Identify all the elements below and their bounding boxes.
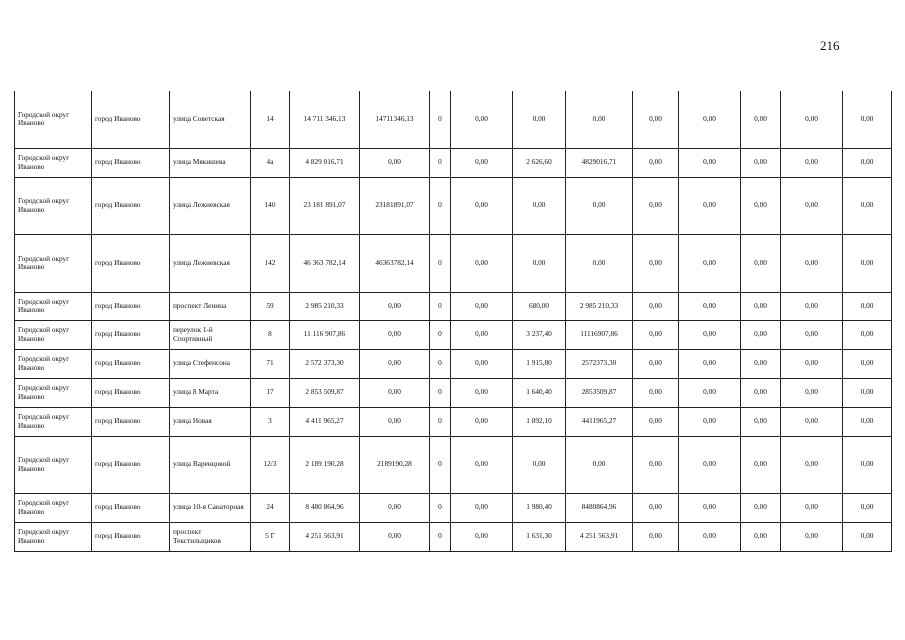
amount-col14-cell: 0,00: [781, 349, 843, 378]
amount-col14-cell: 0,00: [781, 320, 843, 349]
cost-col6-cell: 0,00: [360, 378, 430, 407]
cost-col6-cell: 2189190,28: [360, 436, 430, 493]
street-cell: улица Стефенсона: [170, 349, 251, 378]
amount-col10-cell: 4829016,71: [566, 148, 633, 177]
housing-register-table: [14, 91, 892, 552]
amount-col13-cell: 0,00: [741, 91, 781, 148]
house-number-cell: 17: [251, 378, 290, 407]
settlement-cell: город Иваново: [92, 320, 170, 349]
amount-col10-cell: 4411965,27: [566, 407, 633, 436]
amount-col14-cell: 0,00: [781, 292, 843, 320]
total-cost-cell: 11 116 907,86: [290, 320, 360, 349]
amount-col14-cell: 0,00: [781, 234, 843, 292]
total-cost-cell: 2 189 190,28: [290, 436, 360, 493]
house-number-cell: 24: [251, 493, 290, 522]
house-number-cell: 14: [251, 91, 290, 148]
amount-col14-cell: 0,00: [781, 407, 843, 436]
amount-col8-cell: 0,00: [451, 91, 513, 148]
amount-col8-cell: 0,00: [451, 522, 513, 551]
municipality-cell: Городской округ Иваново: [15, 349, 92, 378]
count-col7-cell: 0: [430, 320, 451, 349]
amount-col10-cell: 0,00: [566, 436, 633, 493]
municipality-cell: Городской округ Иваново: [15, 292, 92, 320]
amount-col8-cell: 0,00: [451, 148, 513, 177]
amount-col10-cell: 0,00: [566, 91, 633, 148]
table-row: [15, 349, 892, 378]
amount-col13-cell: 0,00: [741, 292, 781, 320]
municipality-cell: Городской округ Иваново: [15, 407, 92, 436]
house-number-cell: 8: [251, 320, 290, 349]
count-col7-cell: 0: [430, 407, 451, 436]
amount-col10-cell: 4 251 563,91: [566, 522, 633, 551]
amount-col13-cell: 0,00: [741, 234, 781, 292]
total-cost-cell: 4 829 016,71: [290, 148, 360, 177]
amount-col15-cell: 0,00: [843, 177, 892, 234]
total-cost-cell: 4 251 563,91: [290, 522, 360, 551]
table-row: [15, 320, 892, 349]
municipality-cell: Городской округ Иваново: [15, 177, 92, 234]
table-row: [15, 407, 892, 436]
area-col9-cell: 3 237,40: [513, 320, 566, 349]
house-number-cell: 59: [251, 292, 290, 320]
amount-col14-cell: 0,00: [781, 148, 843, 177]
total-cost-cell: 2 853 509,87: [290, 378, 360, 407]
amount-col10-cell: 8480864,96: [566, 493, 633, 522]
amount-col12-cell: 0,00: [679, 91, 741, 148]
house-number-cell: 71: [251, 349, 290, 378]
municipality-cell: Городской округ Иваново: [15, 148, 92, 177]
amount-col8-cell: 0,00: [451, 493, 513, 522]
settlement-cell: город Иваново: [92, 436, 170, 493]
amount-col12-cell: 0,00: [679, 234, 741, 292]
amount-col13-cell: 0,00: [741, 148, 781, 177]
amount-col12-cell: 0,00: [679, 292, 741, 320]
amount-col8-cell: 0,00: [451, 292, 513, 320]
amount-col13-cell: 0,00: [741, 320, 781, 349]
street-cell: проспект Ленина: [170, 292, 251, 320]
amount-col11-cell: 0,00: [633, 148, 679, 177]
settlement-cell: город Иваново: [92, 493, 170, 522]
street-cell: проспект Текстильщиков: [170, 522, 251, 551]
house-number-cell: 142: [251, 234, 290, 292]
amount-col8-cell: 0,00: [451, 320, 513, 349]
amount-col14-cell: 0,00: [781, 91, 843, 148]
amount-col15-cell: 0,00: [843, 436, 892, 493]
area-col9-cell: 0,00: [513, 177, 566, 234]
count-col7-cell: 0: [430, 522, 451, 551]
amount-col10-cell: 0,00: [566, 234, 633, 292]
cost-col6-cell: 0,00: [360, 292, 430, 320]
count-col7-cell: 0: [430, 177, 451, 234]
house-number-cell: 3: [251, 407, 290, 436]
house-number-cell: 5 Г: [251, 522, 290, 551]
cost-col6-cell: 0,00: [360, 493, 430, 522]
total-cost-cell: 14 711 346,13: [290, 91, 360, 148]
amount-col11-cell: 0,00: [633, 522, 679, 551]
amount-col12-cell: 0,00: [679, 148, 741, 177]
count-col7-cell: 0: [430, 493, 451, 522]
settlement-cell: город Иваново: [92, 91, 170, 148]
amount-col11-cell: 0,00: [633, 436, 679, 493]
area-col9-cell: 680,00: [513, 292, 566, 320]
amount-col8-cell: 0,00: [451, 407, 513, 436]
area-col9-cell: 0,00: [513, 436, 566, 493]
amount-col10-cell: 11116907,86: [566, 320, 633, 349]
settlement-cell: город Иваново: [92, 522, 170, 551]
municipality-cell: Городской округ Иваново: [15, 320, 92, 349]
settlement-cell: город Иваново: [92, 378, 170, 407]
area-col9-cell: 1 980,40: [513, 493, 566, 522]
amount-col12-cell: 0,00: [679, 436, 741, 493]
amount-col12-cell: 0,00: [679, 378, 741, 407]
area-col9-cell: 1 640,40: [513, 378, 566, 407]
amount-col13-cell: 0,00: [741, 522, 781, 551]
amount-col14-cell: 0,00: [781, 522, 843, 551]
count-col7-cell: 0: [430, 378, 451, 407]
cost-col6-cell: 0,00: [360, 349, 430, 378]
settlement-cell: город Иваново: [92, 292, 170, 320]
amount-col11-cell: 0,00: [633, 234, 679, 292]
total-cost-cell: 2 985 210,33: [290, 292, 360, 320]
page-number: 216: [820, 38, 840, 53]
amount-col11-cell: 0,00: [633, 292, 679, 320]
count-col7-cell: 0: [430, 349, 451, 378]
count-col7-cell: 0: [430, 148, 451, 177]
table-row: [15, 292, 892, 320]
table-row: [15, 234, 892, 292]
amount-col12-cell: 0,00: [679, 522, 741, 551]
cost-col6-cell: 0,00: [360, 522, 430, 551]
count-col7-cell: 0: [430, 234, 451, 292]
amount-col12-cell: 0,00: [679, 407, 741, 436]
amount-col12-cell: 0,00: [679, 493, 741, 522]
amount-col13-cell: 0,00: [741, 349, 781, 378]
total-cost-cell: 4 411 965,27: [290, 407, 360, 436]
amount-col15-cell: 0,00: [843, 292, 892, 320]
municipality-cell: Городской округ Иваново: [15, 493, 92, 522]
municipality-cell: Городской округ Иваново: [15, 234, 92, 292]
amount-col11-cell: 0,00: [633, 493, 679, 522]
street-cell: улица 8 Марта: [170, 378, 251, 407]
amount-col10-cell: 2572373,30: [566, 349, 633, 378]
cost-col6-cell: 0,00: [360, 148, 430, 177]
cost-col6-cell: 23181891,07: [360, 177, 430, 234]
amount-col11-cell: 0,00: [633, 407, 679, 436]
settlement-cell: город Иваново: [92, 148, 170, 177]
amount-col14-cell: 0,00: [781, 378, 843, 407]
amount-col10-cell: 0,00: [566, 177, 633, 234]
street-cell: переулок 1-й Спортивный: [170, 320, 251, 349]
total-cost-cell: 8 480 864,96: [290, 493, 360, 522]
total-cost-cell: 46 363 782,14: [290, 234, 360, 292]
house-number-cell: 4а: [251, 148, 290, 177]
amount-col14-cell: 0,00: [781, 493, 843, 522]
amount-col15-cell: 0,00: [843, 91, 892, 148]
table-row: [15, 436, 892, 493]
count-col7-cell: 0: [430, 91, 451, 148]
amount-col10-cell: 2 985 210,33: [566, 292, 633, 320]
amount-col15-cell: 0,00: [843, 378, 892, 407]
cost-col6-cell: 46363782,14: [360, 234, 430, 292]
amount-col15-cell: 0,00: [843, 493, 892, 522]
table-row: [15, 378, 892, 407]
amount-col8-cell: 0,00: [451, 436, 513, 493]
amount-col8-cell: 0,00: [451, 234, 513, 292]
amount-col8-cell: 0,00: [451, 349, 513, 378]
street-cell: улица Новая: [170, 407, 251, 436]
street-cell: улица Лежневская: [170, 177, 251, 234]
count-col7-cell: 0: [430, 292, 451, 320]
amount-col15-cell: 0,00: [843, 234, 892, 292]
amount-col13-cell: 0,00: [741, 407, 781, 436]
cost-col6-cell: 0,00: [360, 407, 430, 436]
street-cell: улица Мякишева: [170, 148, 251, 177]
amount-col12-cell: 0,00: [679, 177, 741, 234]
amount-col14-cell: 0,00: [781, 436, 843, 493]
amount-col11-cell: 0,00: [633, 378, 679, 407]
amount-col13-cell: 0,00: [741, 177, 781, 234]
area-col9-cell: 1 915,80: [513, 349, 566, 378]
street-cell: улица Лежневская: [170, 234, 251, 292]
settlement-cell: город Иваново: [92, 234, 170, 292]
street-cell: улица Варенцовой: [170, 436, 251, 493]
amount-col13-cell: 0,00: [741, 436, 781, 493]
area-col9-cell: 0,00: [513, 234, 566, 292]
amount-col15-cell: 0,00: [843, 349, 892, 378]
area-col9-cell: 0,00: [513, 91, 566, 148]
settlement-cell: город Иваново: [92, 177, 170, 234]
amount-col11-cell: 0,00: [633, 91, 679, 148]
municipality-cell: Городской округ Иваново: [15, 436, 92, 493]
street-cell: улица 10-я Санаторная: [170, 493, 251, 522]
total-cost-cell: 2 572 373,30: [290, 349, 360, 378]
amount-col13-cell: 0,00: [741, 378, 781, 407]
table-row: [15, 148, 892, 177]
cost-col6-cell: 14711346,13: [360, 91, 430, 148]
amount-col15-cell: 0,00: [843, 407, 892, 436]
amount-col11-cell: 0,00: [633, 349, 679, 378]
amount-col11-cell: 0,00: [633, 177, 679, 234]
amount-col15-cell: 0,00: [843, 320, 892, 349]
amount-col8-cell: 0,00: [451, 378, 513, 407]
amount-col12-cell: 0,00: [679, 320, 741, 349]
table-body: [15, 91, 892, 551]
amount-col12-cell: 0,00: [679, 349, 741, 378]
area-col9-cell: 2 626,60: [513, 148, 566, 177]
house-number-cell: 12/3: [251, 436, 290, 493]
municipality-cell: Городской округ Иваново: [15, 378, 92, 407]
cost-col6-cell: 0,00: [360, 320, 430, 349]
amount-col10-cell: 2853509,87: [566, 378, 633, 407]
municipality-cell: Городской округ Иваново: [15, 91, 92, 148]
area-col9-cell: 1 892,10: [513, 407, 566, 436]
total-cost-cell: 23 181 891,07: [290, 177, 360, 234]
table-row: [15, 493, 892, 522]
municipality-cell: Городской округ Иваново: [15, 522, 92, 551]
amount-col13-cell: 0,00: [741, 493, 781, 522]
table-row: [15, 177, 892, 234]
house-number-cell: 140: [251, 177, 290, 234]
amount-col11-cell: 0,00: [633, 320, 679, 349]
table-row: [15, 522, 892, 551]
settlement-cell: город Иваново: [92, 349, 170, 378]
count-col7-cell: 0: [430, 436, 451, 493]
amount-col15-cell: 0,00: [843, 148, 892, 177]
amount-col14-cell: 0,00: [781, 177, 843, 234]
area-col9-cell: 1 631,30: [513, 522, 566, 551]
settlement-cell: город Иваново: [92, 407, 170, 436]
amount-col15-cell: 0,00: [843, 522, 892, 551]
street-cell: улица Советская: [170, 91, 251, 148]
amount-col8-cell: 0,00: [451, 177, 513, 234]
table-row: [15, 91, 892, 148]
